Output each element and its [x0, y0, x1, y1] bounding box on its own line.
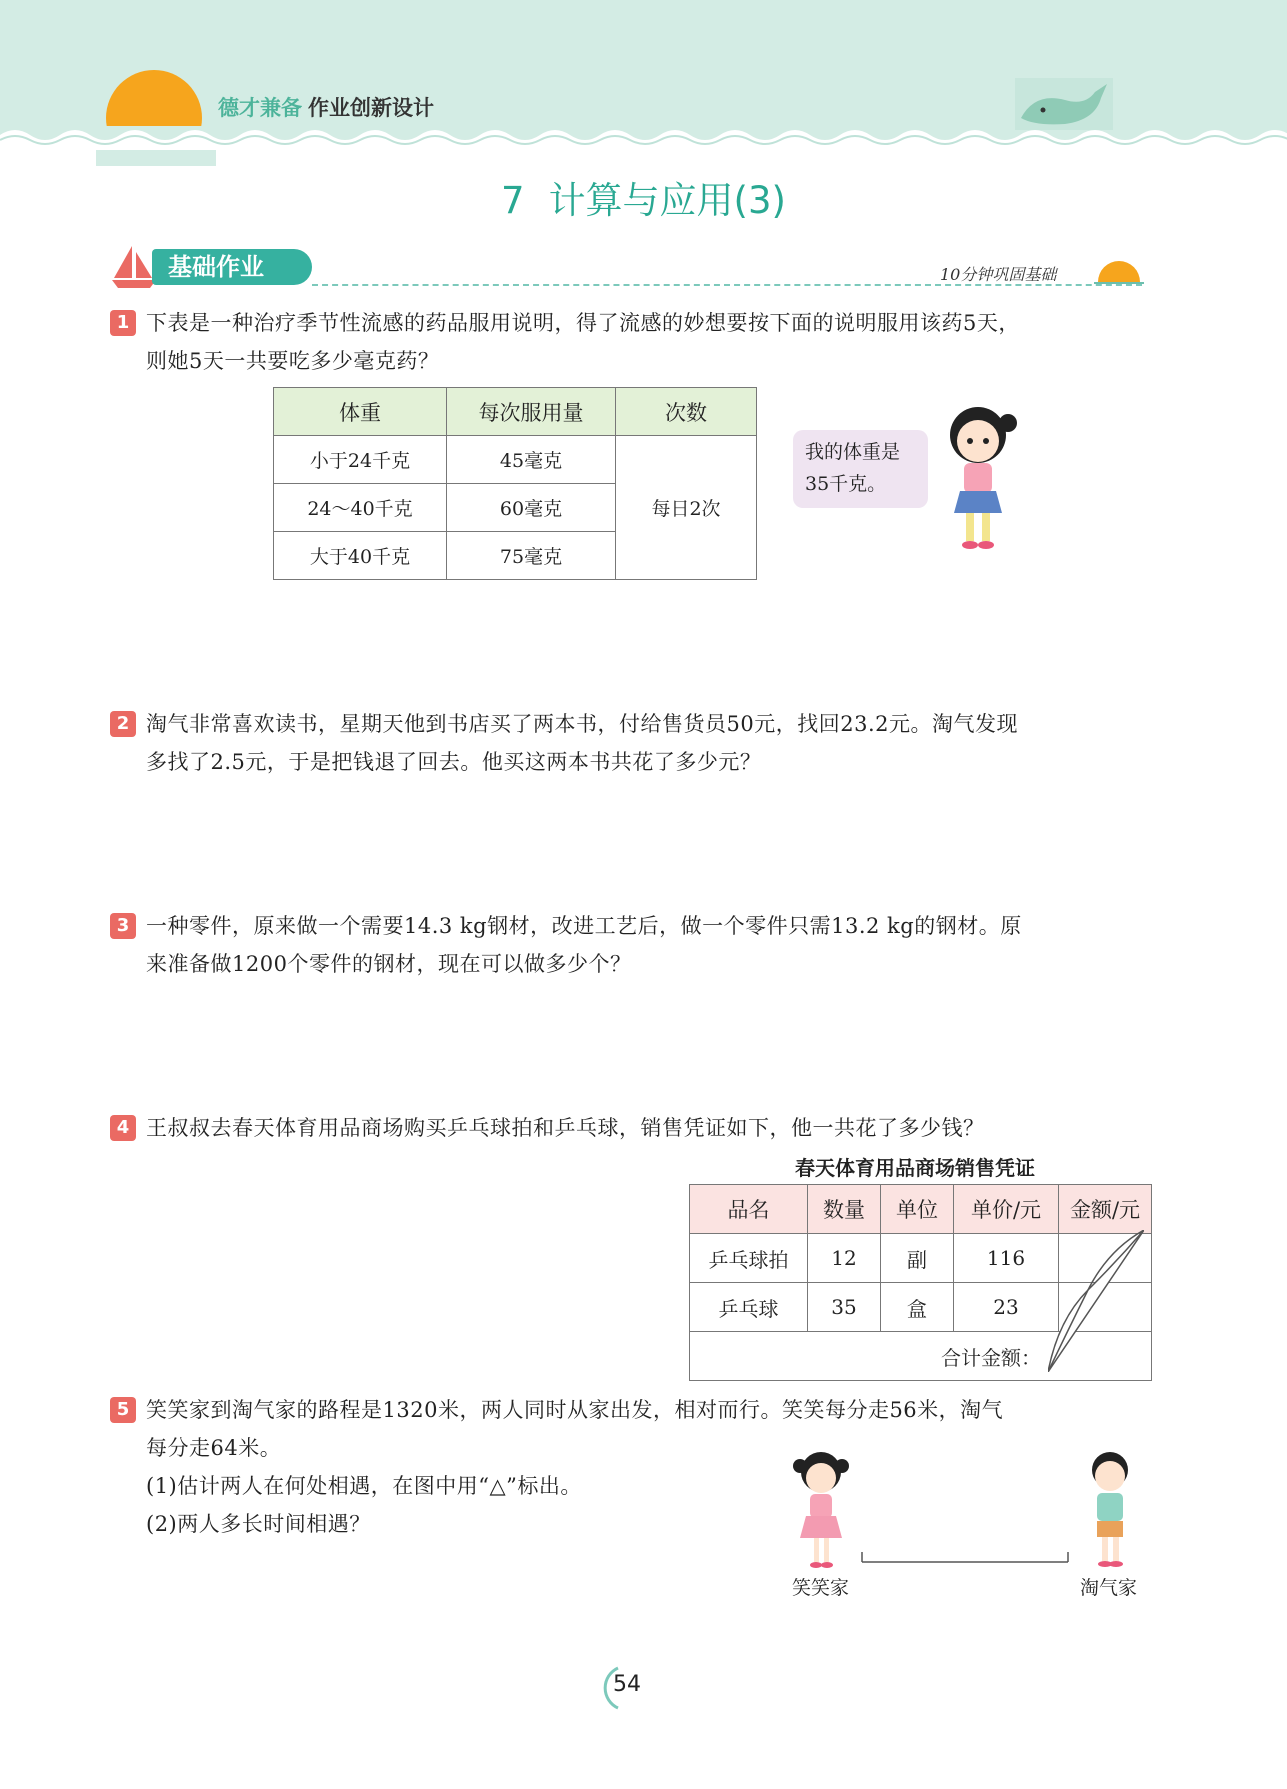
question-number-4: 4 — [110, 1115, 136, 1141]
question-5-line1: 笑笑家到淘气家的路程是1320米，两人同时从家出发，相对而行。笑笑每分走56米，淘气 — [146, 1398, 1004, 1422]
medicine-header-frequency: 次数 — [616, 388, 757, 436]
page-number: 54 — [613, 1672, 641, 1697]
question-1-line1: 下表是一种治疗季节性流感的药品服用说明，得了流感的妙想要按下面的说明服用该药5天， — [146, 311, 1020, 335]
receipt-title: 春天体育用品商场销售凭证 — [795, 1156, 1035, 1180]
question-number-2: 2 — [110, 711, 136, 737]
total-label: 合计金额： — [690, 1332, 1152, 1381]
table-cell: 大于40千克 — [274, 532, 447, 580]
question-5-sub2: (2)两人多长时间相遇？ — [146, 1512, 371, 1536]
table-cell: 盒 — [881, 1283, 954, 1332]
brand-primary: 德才兼备 — [218, 96, 302, 120]
girl-illustration — [930, 397, 1028, 557]
receipt-header-amount: 金额/元 — [1059, 1185, 1152, 1234]
brand-title — [218, 92, 434, 122]
table-cell: 24～40千克 — [274, 484, 447, 532]
table-cell: 小于24千克 — [274, 436, 447, 484]
section-note: 10分钟巩固基础 — [940, 265, 1057, 284]
receipt-header-row — [690, 1185, 1152, 1234]
question-3-line2: 来准备做1200个零件的钢材，现在可以做多少个？ — [146, 952, 632, 976]
question-4-line1: 王叔叔去春天体育用品商场购买乒乓球拍和乒乓球，销售凭证如下，他一共花了多少钱？ — [146, 1116, 985, 1140]
table-cell: 75毫克 — [447, 532, 616, 580]
bubble-line2: 35千克。 — [805, 473, 887, 495]
xiaoxiao-illustration — [786, 1448, 856, 1573]
taoqi-illustration — [1075, 1448, 1145, 1573]
bubble-line1: 我的体重是 — [805, 441, 901, 463]
question-1-line2: 则她5天一共要吃多少毫克药？ — [146, 349, 440, 373]
medicine-header-row — [274, 388, 757, 436]
xiaoxiao-home-label: 笑笑家 — [792, 1577, 850, 1599]
title-text: 计算与应用(3) — [548, 179, 786, 222]
question-2-text — [146, 705, 1156, 781]
speech-bubble — [793, 430, 928, 508]
question-number-3: 3 — [110, 913, 136, 939]
receipt-header-unit: 单位 — [881, 1185, 954, 1234]
question-2-line2: 多找了2.5元，于是把钱退了回去。他买这两本书共花了多少元？ — [146, 750, 762, 774]
table-cell: 23 — [954, 1283, 1059, 1332]
page-title — [0, 170, 1287, 224]
table-cell: 60毫克 — [447, 484, 616, 532]
title-number: 7 — [501, 179, 525, 222]
receipt-header-qty: 数量 — [808, 1185, 881, 1234]
medicine-table — [273, 387, 757, 580]
medicine-header-dose: 每次服用量 — [447, 388, 616, 436]
brand-secondary: 作业创新设计 — [308, 96, 434, 120]
sunset-icon — [1094, 252, 1144, 286]
question-number-1: 1 — [110, 310, 136, 336]
medicine-header-weight: 体重 — [274, 388, 447, 436]
whale-icon — [1015, 78, 1113, 130]
page-curl-icon — [1048, 1230, 1144, 1372]
frequency-cell: 每日2次 — [616, 436, 757, 580]
question-number-5: 5 — [110, 1397, 136, 1423]
section-label: 基础作业 — [152, 249, 312, 285]
table-cell: 45毫克 — [447, 436, 616, 484]
table-cell: 乒乓球拍 — [690, 1234, 808, 1283]
table-row — [274, 436, 757, 484]
table-cell: 12 — [808, 1234, 881, 1283]
question-5-sub1: (1)估计两人在何处相遇，在图中用“△”标出。 — [146, 1474, 582, 1498]
question-3-text — [146, 907, 1156, 983]
question-4-text — [146, 1109, 1156, 1147]
table-cell: 乒乓球 — [690, 1283, 808, 1332]
table-cell: 116 — [954, 1234, 1059, 1283]
taoqi-home-label: 淘气家 — [1080, 1577, 1138, 1599]
table-cell: 35 — [808, 1283, 881, 1332]
question-2-line1: 淘气非常喜欢读书，星期天他到书店买了两本书，付给售货员50元，找回23.2元。淘气发现 — [146, 712, 1018, 736]
table-cell: 副 — [881, 1234, 954, 1283]
question-5-line2: 每分走64米。 — [146, 1436, 282, 1460]
receipt-header-price: 单价/元 — [954, 1185, 1059, 1234]
sailboat-icon — [110, 244, 158, 290]
question-3-line1: 一种零件，原来做一个需要14.3 kg钢材，改进工艺后，做一个零件只需13.2 kg的钢材。原 — [146, 914, 1022, 938]
receipt-header-item: 品名 — [690, 1185, 808, 1234]
question-1-text — [146, 304, 1156, 380]
